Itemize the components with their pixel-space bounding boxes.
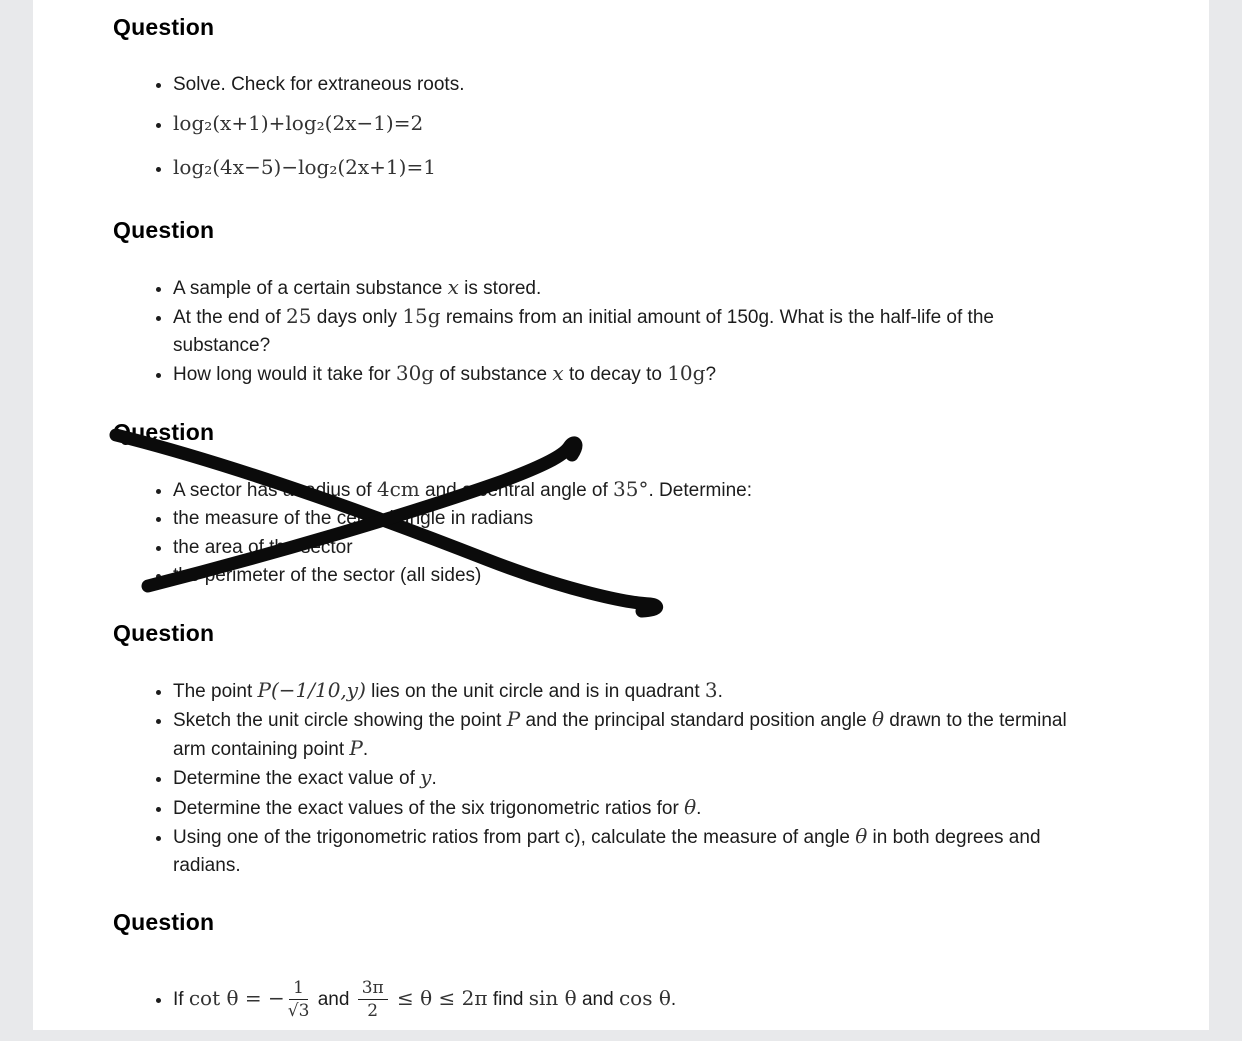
list-item — [173, 71, 1093, 99]
question-section — [113, 620, 1129, 880]
text-run: The point — [173, 680, 258, 702]
list-item — [173, 360, 1093, 389]
text-run: . — [362, 738, 369, 760]
list-item — [173, 706, 1093, 763]
list-item — [173, 534, 1093, 562]
text-run: find — [487, 988, 529, 1010]
math-variable: θ — [855, 824, 868, 848]
text-run: Using one of the trigonometric ratios from part c), calculate the measure of angle — [173, 827, 856, 848]
text-run: Solve. Check for extraneous roots. — [173, 74, 465, 95]
math-fraction — [358, 978, 388, 1022]
document-body — [113, 14, 1129, 1028]
text-run: . — [670, 988, 677, 1010]
document-page — [33, 0, 1209, 1030]
text-run: . — [696, 797, 702, 819]
question-list — [113, 71, 1093, 187]
text-run: If — [173, 988, 189, 1010]
text-run: and the principal standard position angle — [520, 710, 872, 731]
list-item — [173, 303, 1093, 359]
question-section — [113, 217, 1129, 389]
text-run: A sample of a certain substance — [173, 277, 448, 299]
list-item — [173, 966, 1093, 1028]
math-variable: θ — [684, 794, 697, 819]
text-run: the area of the sector — [173, 536, 353, 558]
text-run: How long would it take for — [173, 364, 396, 385]
list-item — [173, 764, 1093, 793]
list-item — [173, 149, 1093, 187]
list-item — [173, 476, 1093, 505]
fraction-denominator: 2 — [367, 1001, 379, 1022]
question-heading: Question — [113, 216, 215, 243]
list-item — [173, 274, 1093, 303]
question-list — [113, 966, 1093, 1028]
math-inline: cot θ = − — [188, 985, 285, 1010]
math-variable: x — [552, 361, 564, 385]
text-run: . — [431, 768, 437, 789]
text-run: days only — [311, 307, 403, 328]
text-run: lies on the unit circle and is in quadrant — [365, 680, 705, 702]
text-run: . Determine: — [648, 479, 752, 501]
question-heading: Question — [113, 14, 215, 40]
question-list — [113, 677, 1093, 880]
math-variable: P(−1/10,y) — [257, 677, 366, 702]
math-variable: θ — [871, 707, 885, 731]
math-inline: 15g — [402, 304, 441, 328]
math-variable: y — [420, 765, 432, 789]
math-inline: sin θ — [528, 985, 577, 1010]
list-item — [173, 105, 1093, 143]
math-inline: 25 — [286, 304, 312, 328]
math-inline: 10g — [667, 361, 706, 385]
text-run: . — [717, 680, 723, 702]
question-section — [113, 909, 1129, 1028]
text-run: Determine the exact values of the six trigonometric ratios for — [173, 797, 685, 819]
math-variable: P — [349, 735, 363, 760]
question-section — [113, 419, 1129, 590]
text-run: ? — [705, 364, 717, 385]
list-item — [173, 823, 1093, 879]
math-inline: cos θ — [618, 985, 671, 1010]
text-run: Sketch the unit circle showing the point — [173, 710, 507, 731]
fraction-numerator: 3π — [358, 978, 388, 1000]
text-run: the perimeter of the sector (all sides) — [173, 565, 482, 586]
question-heading: Question — [113, 418, 215, 445]
math-variable: P — [506, 707, 521, 731]
list-item — [173, 562, 1093, 590]
question-heading: Question — [113, 619, 215, 646]
text-run: the measure of the central angle in radians — [173, 508, 534, 529]
list-item — [173, 794, 1093, 823]
fraction-numerator: 1 — [289, 978, 308, 1000]
fraction-denominator: √3 — [287, 1001, 310, 1022]
math-inline: log₂(4x−5)−log₂(2x+1)=1 — [173, 154, 436, 179]
math-inline: 4cm — [376, 476, 420, 501]
math-inline: 35° — [613, 476, 649, 501]
question-section — [113, 14, 1129, 187]
text-run: remains from an initial amount of 150g. What is the half-life of the substance? — [173, 307, 994, 356]
math-variable: x — [447, 274, 459, 299]
text-run: is stored. — [458, 277, 542, 299]
math-inline: log₂(x+1)+log₂(2x−1)=2 — [173, 110, 424, 135]
text-run: A sector has a radius of — [173, 479, 377, 501]
math-inline: 3 — [704, 677, 718, 702]
text-run: At the end of — [173, 307, 287, 328]
text-run: and a central angle of — [419, 479, 614, 501]
text-run: Determine the exact value of — [173, 768, 421, 789]
list-item — [173, 505, 1093, 533]
math-inline: 30g — [395, 361, 435, 385]
question-list — [113, 476, 1093, 590]
text-run: of substance — [434, 364, 553, 385]
text-run: drawn to the terminal arm containing point — [173, 710, 1067, 760]
text-run: and — [576, 988, 619, 1010]
text-run: to decay to — [563, 364, 668, 385]
math-inline: ≤ θ ≤ 2π — [390, 985, 488, 1010]
question-list — [113, 274, 1093, 389]
question-heading: Question — [113, 909, 215, 935]
math-fraction — [288, 978, 310, 1022]
list-item — [173, 677, 1093, 706]
text-run: in both degrees and radians. — [173, 827, 1041, 876]
text-run: and — [312, 988, 355, 1010]
